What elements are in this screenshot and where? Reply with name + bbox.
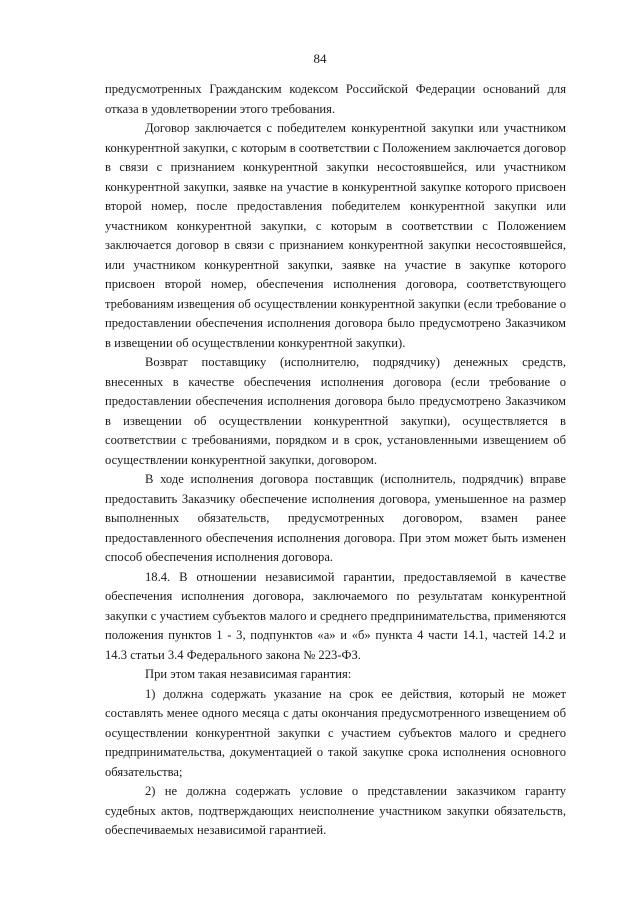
paragraph: предусмотренных Гражданским кодексом Российской Федерации оснований для отказа в удовлетворении этого требования. <box>105 82 566 116</box>
paragraph: 1) должна содержать указание на срок ее действия, который не может составлять менее одного месяца с даты окончания предусмотренного извещением об осуществлении конкурентной закупки с участием субъектов малого и среднего предпринимательства, документацией о такой закупке срока исполнения основного обязательства; <box>105 686 566 779</box>
paragraph: Договор заключается с победителем конкурентной закупки или участником конкурентной закупки, с которым в соответствии с Положением заключается договор в связи с признанием конкурентной закупки несостоявшейся, или участником конкурентной закупки, заявке на участие в конкурентной закупке которого присвоен второй номер, после предоставления победителем конкурентной закупки или участником конкурентной закупки, с которым в соответствии с Положением заключается договор в связи с признанием конкурентной закупки несостоявшейся, или участником конкурентной закупки, заявке на участие в закупке которого присвоен второй номер, обеспечения исполнения договора, соответствующего требованиям извещения об осуществлении конкурентной закупки (если требование о предоставлении обеспечения исполнения договора было предусмотрено Заказчиком в извещении об осуществлении конкурентной закупки). <box>105 121 566 350</box>
paragraph: 2) не должна содержать условие о представлении заказчиком гаранту судебных актов, подтверждающих неисполнение участником закупки обязательств, обеспечиваемых независимой гарантией. <box>105 784 566 837</box>
paragraph: Возврат поставщику (исполнителю, подрядчику) денежных средств, внесенных в качестве обеспечения исполнения договора (если требование о предоставлении обеспечения исполнения договора было предусмотрено Заказчиком в извещении об осуществлении конкурентной закупки), осуществляется в соответствии с требованиями, порядком и в срок, установленными извещением об осуществлении конкурентной закупки, договором. <box>105 355 566 467</box>
paragraph: При этом такая независимая гарантия: <box>145 667 352 681</box>
paragraph: В ходе исполнения договора поставщик (исполнитель, подрядчик) вправе предоставить Заказчику обеспечение исполнения договора, уменьшенное на размер выполненных обязательств, предусмотренных договором, взамен ранее предоставленного обеспечения исполнения договора. При этом может быть изменен способ обеспечения исполнения договора. <box>105 472 566 564</box>
paragraph: 18.4. В отношении независимой гарантии, предоставляемой в качестве обеспечения исполнения договора, заключаемого по результатам конкурентной закупки с участием субъектов малого и среднего предпринимательства, применяются положения пунктов 1 - 3, подпунктов «а» и «б» пункта 4 части 14.1, частей 14.2 и 14.3 статьи 3.4 Федерального закона № 223-ФЗ. <box>105 569 566 662</box>
page-number: 84 <box>313 51 327 66</box>
document-body <box>105 80 566 841</box>
